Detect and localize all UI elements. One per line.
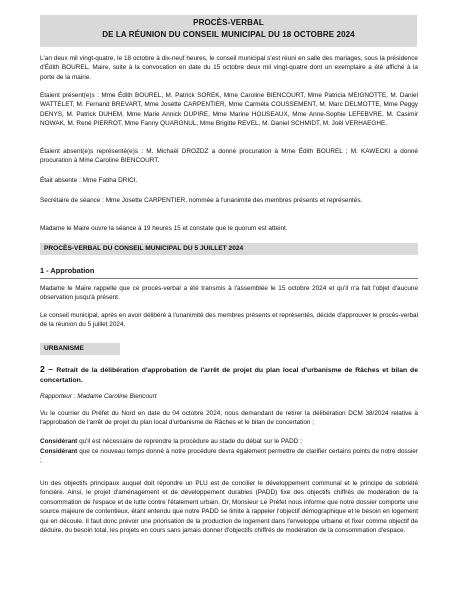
point-2-number: 2 – — [40, 364, 57, 374]
point-2-title: Retrait de la délibération d'approbation de l'arrêt de projet du plan local d'urbanisme de Râches et bilan de concertation. — [40, 367, 418, 384]
rapporteur-line: Rapporteur : Madame Caroline Biencourt — [40, 393, 157, 400]
considerant-1-label: Considérant — [40, 438, 78, 445]
section-band-urbanisme — [40, 343, 120, 355]
considerant-2-text: que ce nouveau temps donné à notre procédure devra également permettre de clarifier certains points de notre dossier ; — [40, 448, 418, 465]
document-subtitle: DE LA RÉUNION DU CONSEIL MUNICIPAL DU 18 OCTOBRE 2024 — [102, 30, 355, 39]
attendees-present: Etaient présent(e)s : Mme Édith BOUREL, M. Patrick SOREK, Mme Caroline BIENCOURT, Mme Patricia MEIGNOTTE, M. Daniel WATTELET, M. Fernand BREVART, Mme Josette CARPENTIER, Mme Carméla COUSSEMENT, M. Marc DELMOTTE, Mme Peggy DENYS, M. Patrick DUHEM, Mme Marie Annick DUPIRE, Mme Marine HOUSEAUX, Mme Anne-Sophie LEFEBVRE, M. Casimir NOWAK, M. René PIERROT, Mme Fanny QUARGNUL, Mme Brigitte REVEL, M. Daniel SCHMIDT, M. Joël VERHAEGHE. — [40, 92, 418, 128]
approbation-paragraph-1: Madame le Maire rappelle que ce procès-verbal a été transmis à l'assemblée le 15 octobre 2024 et qu'il n'a fait l'objet d'aucune observation jusqu'à présent. — [40, 285, 418, 302]
vu-paragraph: Vu le courrier du Préfet du Nord en date du 04 octobre 2024, nous demandant de retirer la délibération DCM 38/2024 relative à l'approbation de l'arrêt de projet du plan local d'urbanisme de Râches et le bilan de concertation ; — [40, 410, 418, 427]
document-title: PROCÈS-VERBAL — [193, 18, 264, 27]
quorum-statement: Madame le Maire ouvre la séance à 19 heures 15 et constate que le quorum est atteint. — [40, 225, 288, 232]
title-banner — [40, 15, 417, 47]
opening-paragraph: L'an deux mil vingt-quatre, le 18 octobre à dix-neuf heures, le conseil municipal s'est réuni en salle des mariages, sous la présidence d'Édith BOUREL, Maire, suite à la convocation en date du 15 octobre deux mil vingt-quatre dont un exemplaire a été affiché à la porte de la mairie. — [40, 55, 418, 81]
approbation-paragraph-2: Le conseil municipal, après en avoir délibéré à l'unanimité des membres présents et représentés, décide d'approuver le procès-verbal de la réunion du 5 juillet 2024. — [40, 312, 418, 329]
considerant-2 — [40, 447, 418, 466]
considerant-2-label: Considérant — [40, 448, 78, 455]
attendees-represented: Étaient absent(e)s représenté(e)s : M. Michaël DROZDZ a donné procuration à Mme Édith BOUREL ; M. KAWECKI a donné procuration à Mme Caroline BIENCOURT. — [40, 148, 418, 165]
approbation-heading: 1 - Approbation — [40, 266, 95, 275]
section-band-pv — [40, 243, 418, 255]
point-2-heading — [40, 365, 418, 385]
considerant-1-text: qu'il est nécessaire de reprendre la procédure au stade du débat sur le PADD ; — [77, 438, 302, 445]
considerant-1 — [40, 437, 418, 446]
section-band-pv-label: PROCÈS-VERBAL DU CONSEIL MUNICIPAL DU 5 JUILLET 2024 — [44, 245, 244, 252]
objectives-paragraph: Un des objectifs principaux auquel doit répondre un PLU est de concilier le développement communal et le principe de sobriété foncière. Ainsi, le projet d'aménagement et de développement durables (PADD) fixe des objectifs chiffrés de modération de la consommation de l'espace et de lutte contre l'étalement urbain. Or, Monsieur Le Préfet nous informe que notre dossier comporte une source majeure de contentieux, étant entendu que notre PADD se limite à rappeler l'objectif démographique et le besoin en logement qui en découle. Il faut donc prévoir une priorisation de la production de logement dans l'enveloppe urbaine et fixer comme objectif de déduire, du besoin total, les projets en cours sans jamais donner d'objectifs chiffrés de modération de la consommation d'espace. — [40, 480, 418, 535]
section-band-urbanisme-label: URBANISME — [44, 345, 84, 352]
heading-divider — [40, 278, 418, 279]
session-secretary: Secrétaire de séance : Mme Josette CARPENTIER, nommée à l'unanimité des membres présents et représentés. — [40, 197, 363, 204]
attendees-absent: Était absente : Mme Fatiha DRICI. — [40, 177, 138, 184]
